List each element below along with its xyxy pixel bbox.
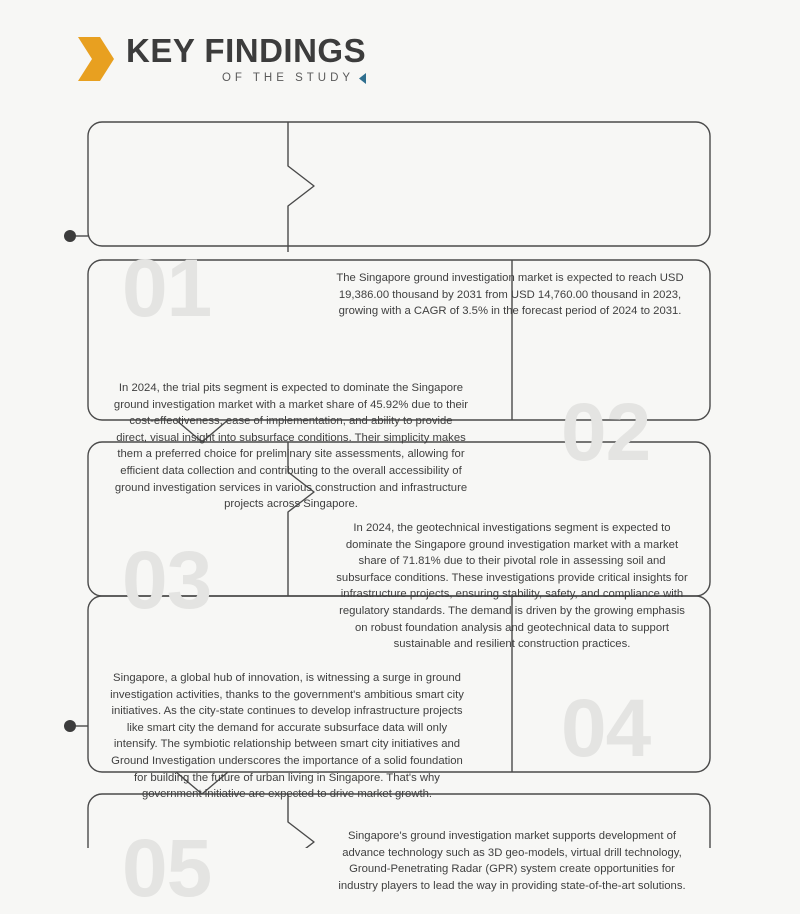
- page-title: KEY FINDINGS: [126, 32, 367, 69]
- item-number-04: 04: [561, 683, 651, 774]
- item-text-05: Singapore's ground investigation market supports development of advance technology such as 3D geo-models, virtual drill technology, Ground-Penetrating Radar (GPR) system create opportunities for industry players to lead the way in providing state-of-the-art solutions.: [338, 830, 686, 892]
- page-header: [76, 34, 366, 84]
- header-text-block: [126, 34, 366, 84]
- item-text-01: The Singapore ground investigation market is expected to reach USD 19,386.00 thousand by 2031 from USD 14,760.00 thousand in 2023, growing with a CAGR of 3.5% in the forecast period of 2024 to 2031.: [336, 272, 684, 318]
- item-text-04: Singapore, a global hub of innovation, is witnessing a surge in ground investigation activities, thanks to the government's ambitious smart city initiatives. As the city-state continues to develop infrastructure projects like smart city the demand for accurate subsurface data will only intensify. The symbiotic relationship between smart city initiatives and Ground Investigation underscores the importance of a solid foundation for building the future of urban living in Singapore. That's why government initiative are expected to drive market growth.: [110, 672, 464, 801]
- bullet-dot-top: [64, 230, 76, 242]
- header-subtitle-row: [126, 72, 366, 84]
- item-number-03: 03: [122, 535, 212, 626]
- item-text-03: In 2024, the geotechnical investigations segment is expected to dominate the Singapore ground investigation market with a market share of 71.81% due to their pivotal role in assessing soil and subsurface conditions. These investigations provide critical insights for infrastructure projects, ensuring stability, safety, and compliance with regulatory standards. The demand is driven by the growing emphasis on robust foundation analysis and geotechnical data to support sustainable and resilient construction practices.: [336, 522, 688, 651]
- page-subtitle: OF THE STUDY: [221, 72, 355, 84]
- key-findings-diagram: [0, 108, 800, 914]
- item-number-02: 02: [561, 387, 651, 478]
- item-text-02: In 2024, the trial pits segment is expected to dominate the Singapore ground investigation market with a market share of 45.92% due to their cost-effectiveness, ease of implementation, and ability to provide direct, visual insight into subsurface conditions. Their simplicity makes them a preferred choice for preliminary site assessments, allowing for efficient data collection and contributing to the overall accessibility of ground investigation services in various construction and infrastructure projects across Singapore.: [113, 382, 469, 511]
- chevron-right-icon: [76, 35, 116, 83]
- bullet-dot-bottom: [64, 720, 76, 732]
- item-number-01: 01: [122, 243, 212, 334]
- item-number-05: 05: [122, 823, 212, 914]
- chevron-left-small-icon: [357, 73, 366, 84]
